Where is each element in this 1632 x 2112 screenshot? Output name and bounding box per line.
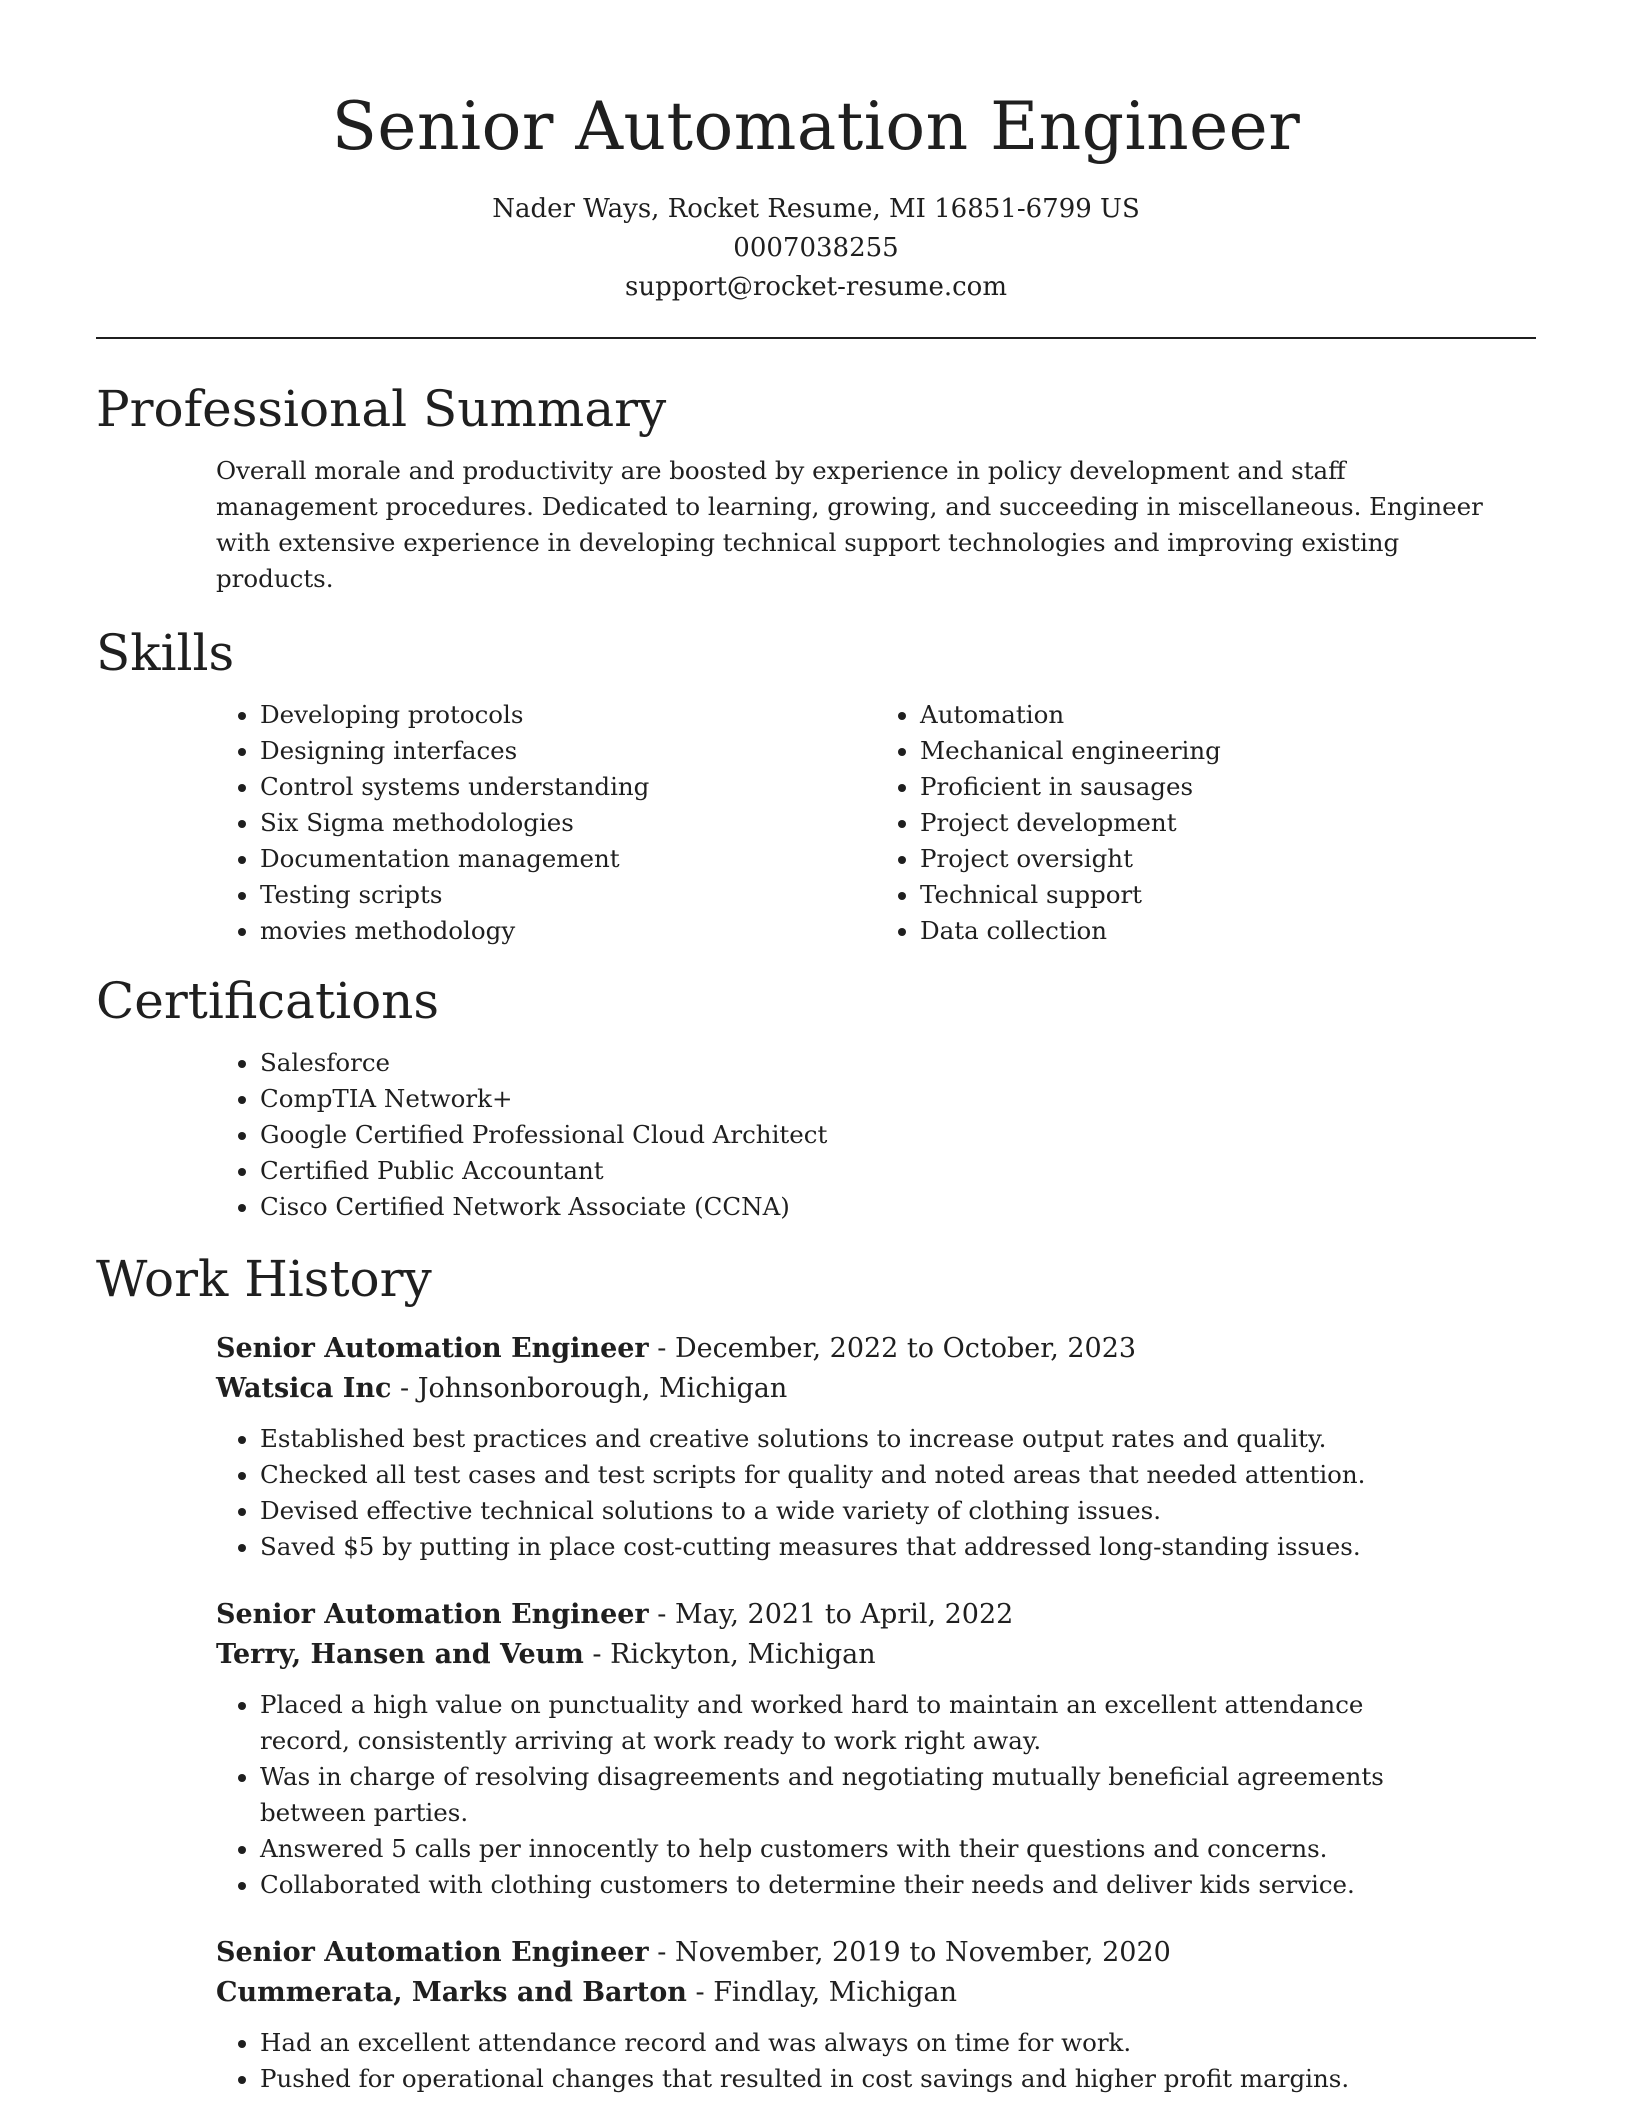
job-duty: • Answered 5 calls per innocently to help customers with their questions and concerns. [260, 1831, 1440, 1867]
resume-page [96, 0, 1536, 2097]
page-title: Senior Automation Engineer [331, 88, 1301, 165]
job-title-line [216, 1595, 1536, 1635]
summary-text: Overall morale and productivity are boosted by experience in policy development and staff management procedures. Dedicated to learning, growing, and succeeding in miscellaneous. Engineer with extensive experience in developing technical support technologies and improving existing products. [216, 456, 1483, 593]
resume-header [96, 0, 1536, 307]
email-text: support@rocket-resume.com [624, 272, 1007, 302]
skills-list-left [216, 697, 876, 949]
job-duty: • Was in charge of resolving disagreements and negotiating mutually beneficial agreements between parties. [260, 1759, 1440, 1831]
certification-item: • Cisco Certified Network Associate (CCNA) [260, 1189, 1536, 1225]
job-title: Senior Automation Engineer [216, 1599, 649, 1630]
job-duty: • Collaborated with clothing customers to determine their needs and deliver kids service. [260, 1867, 1440, 1903]
certification-item: • CompTIA Network+ [260, 1081, 1536, 1117]
certification-item: • Certified Public Accountant [260, 1153, 1536, 1189]
header-divider [96, 337, 1536, 339]
address-text: Nader Ways, Rocket Resume, MI 16851-6799 US [492, 194, 1140, 224]
skill-item: • Project development [920, 805, 1536, 841]
job-dates: - May, 2021 to April, 2022 [648, 1599, 1014, 1630]
summary-heading: Professional Summary [96, 380, 667, 438]
skill-item: • Designing interfaces [260, 733, 876, 769]
job-company-line [216, 1369, 1536, 1409]
job-location: - Rickyton, Michigan [583, 1639, 876, 1670]
skills-columns [216, 697, 1536, 949]
job-dates: - December, 2022 to October, 2023 [648, 1333, 1137, 1364]
job-duties-list [216, 2025, 1440, 2097]
skill-item: • Testing scripts [260, 877, 876, 913]
job-location: - Johnsonborough, Michigan [391, 1373, 788, 1404]
job-title: Senior Automation Engineer [216, 1333, 649, 1364]
job-duties-list [216, 1687, 1440, 1903]
job-duties-list [216, 1421, 1440, 1565]
job-duty: • Pushed for operational changes that resulted in cost savings and higher profit margins. [260, 2061, 1440, 2097]
job-duty: • Established best practices and creative solutions to increase output rates and quality. [260, 1421, 1440, 1457]
work-history-section [96, 1247, 1536, 2097]
job-duty: • Saved $5 by putting in place cost-cutting measures that addressed long-standing issues. [260, 1529, 1440, 1565]
skill-item: • Technical support [920, 877, 1536, 913]
contact-info [96, 190, 1536, 307]
job-company: Cummerata, Marks and Barton [216, 1977, 687, 2008]
job-entry [216, 1595, 1536, 1903]
phone-text: 0007038255 [733, 233, 899, 263]
job-duty: • Placed a high value on punctuality and worked hard to maintain an excellent attendance record, consistently arriving at work ready to work right away. [260, 1687, 1440, 1759]
skill-item: • Six Sigma methodologies [260, 805, 876, 841]
job-location: - Findlay, Michigan [686, 1977, 957, 2008]
skill-item: • Data collection [920, 913, 1536, 949]
certifications-heading: Certifications [96, 972, 440, 1030]
certification-item: • Salesforce [260, 1045, 1536, 1081]
job-duty: • Devised effective technical solutions to a wide variety of clothing issues. [260, 1493, 1440, 1529]
job-company-line [216, 1973, 1536, 2013]
certification-item: • Google Certified Professional Cloud Architect [260, 1117, 1536, 1153]
job-company: Watsica Inc [216, 1373, 392, 1404]
skill-item: • Project oversight [920, 841, 1536, 877]
skill-item: • movies methodology [260, 913, 876, 949]
skill-item: • Proficient in sausages [920, 769, 1536, 805]
job-title-line [216, 1933, 1536, 1973]
skill-item: • Mechanical engineering [920, 733, 1536, 769]
job-title: Senior Automation Engineer [216, 1937, 649, 1968]
certifications-list [216, 1045, 1536, 1225]
job-entry [216, 1329, 1536, 1565]
skill-item: • Control systems understanding [260, 769, 876, 805]
job-duty: • Checked all test cases and test scripts for quality and noted areas that needed attention. [260, 1457, 1440, 1493]
skills-section [96, 621, 1536, 949]
skill-item: • Developing protocols [260, 697, 876, 733]
skill-item: • Automation [920, 697, 1536, 733]
certifications-section [96, 969, 1536, 1225]
job-duty: • Had an excellent attendance record and was always on time for work. [260, 2025, 1440, 2061]
job-dates: - November, 2019 to November, 2020 [648, 1937, 1171, 1968]
job-entry [216, 1933, 1536, 2097]
job-company-line [216, 1635, 1536, 1675]
work-history-heading: Work History [96, 1250, 432, 1308]
job-company: Terry, Hansen and Veum [216, 1639, 584, 1670]
skill-item: • Documentation management [260, 841, 876, 877]
summary-section [96, 377, 1536, 597]
job-title-line [216, 1329, 1536, 1369]
skills-list-right [876, 697, 1536, 949]
skills-heading: Skills [96, 624, 235, 682]
